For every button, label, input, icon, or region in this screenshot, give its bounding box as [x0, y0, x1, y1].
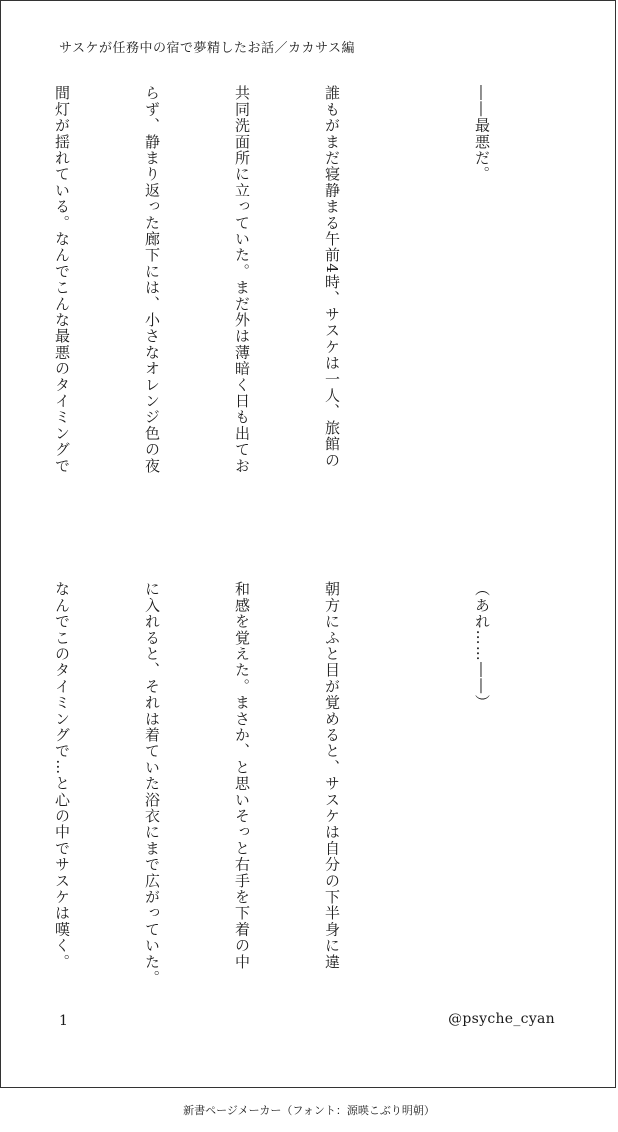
text-column: らず、静まり返った廊下には、小さなオレンジ色の夜 — [143, 85, 161, 474]
lower-text-block — [0, 581, 557, 986]
page-number: 1 — [59, 1013, 68, 1029]
text-column: 間灯が揺れている。なんでこんな最悪のタイミングで — [53, 85, 71, 474]
generator-credit: 新書ページメーカー（フォント：源暎こぶり明朝） — [183, 1104, 435, 1117]
text-column: ――最悪だ。 — [473, 85, 491, 183]
text-column: なんでこのタイミングで…と心の中でサスケは嘆く。 — [53, 581, 71, 970]
upper-text-block — [0, 85, 557, 545]
page-header-title: サスケが任務中の宿で夢精したお話／カカサス編 — [59, 41, 355, 56]
text-column: 朝方にふと目が覚めると、サスケは自分の下半身に違 — [323, 581, 341, 970]
text-column: 誰もがまだ寝静まる午前4時、サスケは一人、旅館の — [323, 85, 341, 469]
author-handle: @psyche_cyan — [448, 1011, 555, 1027]
text-column: 和感を覚えた。まさか、と思いそっと右手を下着の中 — [233, 581, 251, 970]
text-column: に入れると、それは着ていた浴衣にまで広がっていた。 — [143, 581, 161, 986]
text-column: 共同洗面所に立っていた。まだ外は薄暗く日も出てお — [233, 85, 251, 474]
text-column: （あれ……――） — [473, 581, 491, 711]
